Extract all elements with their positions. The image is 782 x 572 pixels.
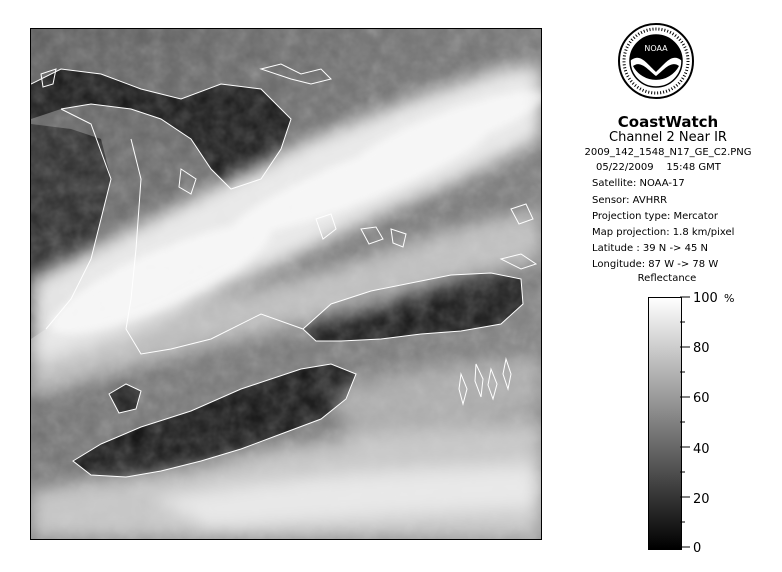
channel-label: Channel 2 Near IR — [609, 130, 727, 145]
tick-label-80: 80 — [693, 341, 710, 356]
map-projection: Map projection: 1.8 km/pixel — [592, 227, 735, 238]
satellite-image — [30, 28, 542, 540]
reflectance-colorbar — [648, 297, 682, 550]
brand-title: CoastWatch — [617, 113, 719, 131]
projection-type: Projection type: Mercator — [592, 211, 718, 222]
satellite: Satellite: NOAA-17 — [592, 178, 685, 189]
time: 15:48 GMT — [666, 162, 721, 173]
tick-label-60: 60 — [693, 391, 710, 406]
colorbar-ticks — [680, 292, 694, 554]
tick-label-0: 0 — [693, 541, 702, 556]
satellite-image-svg — [31, 29, 541, 539]
noaa-logo — [617, 22, 695, 100]
tick-label-100: 100 — [693, 291, 718, 306]
sensor: Sensor: AVHRR — [592, 195, 668, 206]
date: 05/22/2009 — [596, 162, 654, 173]
latitude: Latitude : 39 N -> 45 N — [592, 243, 708, 254]
filename: 2009_142_1548_N17_GE_C2.PNG — [584, 147, 752, 158]
tick-label-40: 40 — [693, 442, 710, 457]
noaa-logo-text: NOAA — [644, 44, 668, 53]
scale-unit: % — [724, 292, 735, 305]
date-time — [596, 162, 721, 173]
scale-title: Reflectance — [637, 273, 697, 284]
longitude: Longitude: 87 W -> 78 W — [592, 259, 719, 270]
tick-label-20: 20 — [693, 492, 710, 507]
